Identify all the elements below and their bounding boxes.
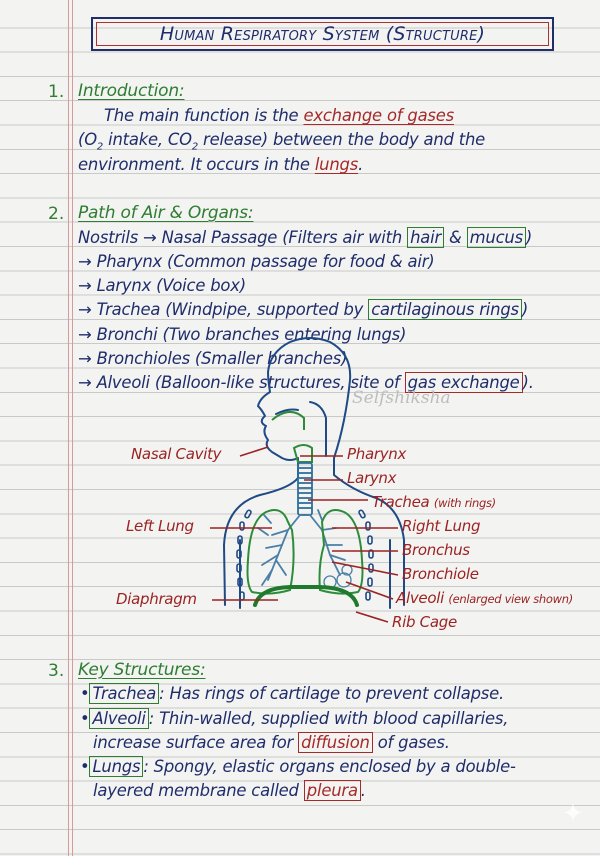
subscript: 2 [96, 141, 104, 153]
section-number: 2. [48, 204, 65, 224]
text: . [360, 781, 366, 800]
key-item-alveoli [80, 709, 508, 728]
label-diaphragm: Diaphragm [116, 590, 197, 608]
boxed-term-pleura: pleura [304, 780, 361, 801]
text: (O [78, 130, 97, 149]
page-title: Human Respiratory System (Structure) [159, 23, 486, 45]
text: Trachea (Windpipe, supported by [96, 300, 369, 319]
label-right-lung: Right Lung [402, 517, 481, 535]
key-item-alveoli-cont [93, 733, 450, 752]
text: layered membrane called [93, 781, 304, 800]
key-item-trachea [80, 684, 504, 703]
label-larynx: Larynx [347, 469, 397, 487]
arrow-icon: → [78, 252, 92, 271]
note: (enlarged view shown) [448, 592, 573, 606]
text: Nostrils → Nasal Passage (Filters air with [78, 228, 408, 247]
label-left-lung: Left Lung [126, 517, 194, 535]
note: (with rings) [433, 496, 496, 510]
boxed-term-diffusion: diffusion [298, 732, 373, 753]
section-heading-key [78, 660, 206, 680]
text: increase surface area for [93, 733, 299, 752]
sparkle-icon: ✦ [562, 799, 584, 829]
label-trachea [372, 493, 496, 511]
text: Trachea [372, 493, 430, 511]
key-item-lungs-cont [93, 781, 366, 800]
label-alveoli [396, 589, 573, 607]
label-rib-cage: Rib Cage [392, 613, 457, 631]
boxed-term: Alveoli [89, 708, 148, 729]
bullet-icon: • [80, 684, 90, 703]
label-bronchus: Bronchus [402, 541, 470, 559]
text: Bronchioles (Smaller branches) [96, 349, 348, 368]
heading-text: Path of Air & Organs: [78, 203, 254, 223]
heading-text: Introduction: [78, 81, 185, 101]
text: : Has rings of cartilage to prevent collapse. [159, 684, 505, 703]
arrow-icon: → [78, 349, 92, 368]
arrow-icon: → [78, 373, 92, 392]
bullet-icon: • [80, 757, 90, 776]
text: Alveoli (Balloon-like structures, site of [96, 373, 405, 392]
text: ) [525, 228, 533, 247]
label-pharynx: Pharynx [347, 445, 407, 463]
text: of gases. [372, 733, 450, 752]
text: ) [521, 300, 529, 319]
arrow-icon: → [78, 300, 92, 319]
subscript: 2 [191, 141, 199, 153]
text: Larynx (Voice box) [96, 276, 246, 295]
boxed-term-cartilaginous-rings: cartilaginous rings [368, 299, 522, 320]
watermark: Selfshiksha [352, 388, 451, 408]
boxed-term-gas-exchange: gas exchange [405, 372, 523, 393]
bullet-icon: • [80, 709, 90, 728]
text: environment. It occurs in the [78, 155, 315, 174]
label-bronchiole: Bronchiole [402, 565, 479, 583]
boxed-term-mucus: mucus [467, 227, 526, 248]
section-number: 3. [48, 661, 65, 681]
text: intake, CO [103, 130, 192, 149]
text: The main function is the [104, 106, 304, 125]
text: . [358, 155, 364, 174]
text: : Thin-walled, supplied with blood capillaries, [148, 709, 509, 728]
text: ). [522, 373, 534, 392]
text: & [444, 228, 467, 247]
section-number: 1. [48, 82, 65, 102]
label-nasal-cavity: Nasal Cavity [131, 445, 222, 463]
boxed-term: Lungs [89, 756, 143, 777]
highlight-lungs: lungs [314, 155, 359, 174]
text: Bronchi (Two branches entering lungs) [96, 325, 407, 344]
key-item-lungs [80, 757, 516, 776]
boxed-term-hair: hair [407, 227, 444, 248]
arrow-icon: → [78, 325, 92, 344]
heading-text: Key Structures: [78, 660, 206, 680]
text: : Spongy, elastic organs enclosed by a double- [143, 757, 516, 776]
arrow-icon: → [78, 276, 92, 295]
highlight-exchange-of-gases: exchange of gases [303, 106, 454, 125]
text: release) between the body and the [198, 130, 486, 149]
text: Pharynx (Common passage for food & air) [96, 252, 435, 271]
boxed-term: Trachea [89, 683, 159, 704]
text: Alveoli [396, 589, 444, 607]
